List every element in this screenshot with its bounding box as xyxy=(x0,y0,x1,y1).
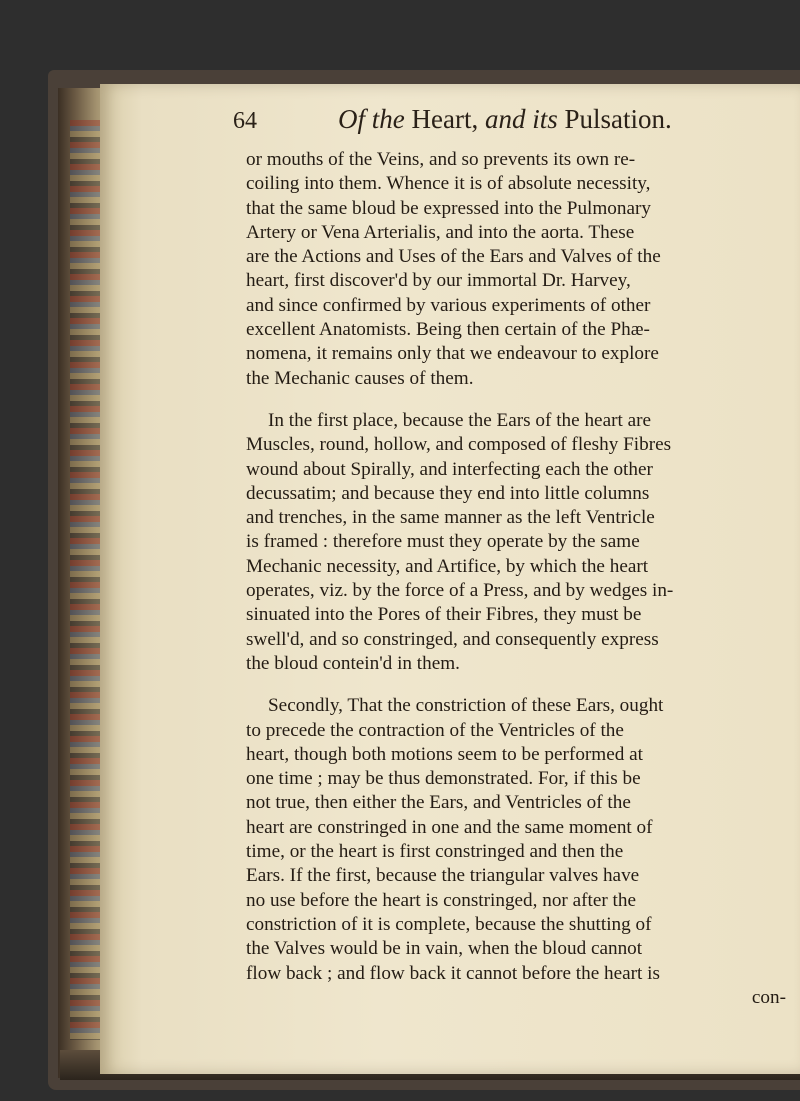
text-line: and since confirmed by various experiments of other xyxy=(246,294,651,316)
text-line: the bloud contein'd in them. xyxy=(246,652,460,674)
text-line: nomena, it remains only that we endeavour to explore xyxy=(246,343,659,365)
text-line: Secondly, That the constriction of these Ears, ought xyxy=(268,695,664,717)
text-line: operates, viz. by the force of a Press, and by wedges in- xyxy=(246,580,674,602)
running-head-part1: Of the xyxy=(338,104,405,134)
text-line: constriction of it is complete, because the shutting of xyxy=(246,913,652,935)
text-line: Muscles, round, hollow, and composed of fleshy Fibres xyxy=(246,434,672,456)
text-line: the Mechanic causes of them. xyxy=(246,367,474,389)
catchword: con- xyxy=(751,986,786,1008)
running-head-part3: and its xyxy=(484,104,558,134)
text-line: Ears. If the first, because the triangular valves have xyxy=(246,865,640,887)
text-line: and trenches, in the same manner as the left Ventricle xyxy=(246,507,655,529)
page-number: 64 xyxy=(233,108,257,134)
text-line: the Valves would be in vain, when the bloud cannot xyxy=(246,938,643,960)
text-line: flow back ; and flow back it cannot before the heart is xyxy=(246,962,660,984)
text-line: swell'd, and so constringed, and consequently express xyxy=(246,628,659,650)
text-line: not true, then either the Ears, and Ventricles of the xyxy=(246,792,631,814)
text-line: that the same bloud be expressed into the Pulmonary xyxy=(246,197,651,219)
paragraph-2 xyxy=(246,409,794,676)
text-line: coiling into them. Whence it is of absolute necessity, xyxy=(246,173,651,195)
text-line: excellent Anatomists. Being then certain of the Phæ- xyxy=(246,319,650,341)
text-line: or mouths of the Veins, and so prevents its own re- xyxy=(246,149,636,170)
paragraph-3 xyxy=(246,694,794,986)
text-line: heart, though both motions seem to be performed at xyxy=(246,743,643,765)
running-head-part4: Pulsation. xyxy=(557,104,672,134)
text-line: Mechanic necessity, and Artifice, by which the heart xyxy=(246,555,649,577)
marbled-endpaper xyxy=(70,120,102,1040)
text-line: time, or the heart is first constringed and then the xyxy=(246,841,624,863)
text-line: In the first place, because the Ears of the heart are xyxy=(268,409,652,431)
running-head xyxy=(338,104,672,135)
text-line: to precede the contraction of the Ventricles of the xyxy=(246,719,624,741)
body-text xyxy=(246,148,794,1010)
text-line: decussatim; and because they end into little columns xyxy=(246,482,650,504)
text-line: wound about Spirally, and interfecting each the other xyxy=(246,458,653,480)
running-head-part2: Heart, xyxy=(404,104,485,134)
text-line: one time ; may be thus demonstrated. For, if this be xyxy=(246,768,641,790)
text-line: is framed : therefore must they operate by the same xyxy=(246,531,640,553)
paragraph-1 xyxy=(246,148,794,391)
text-line: heart, first discover'd by our immortal Dr. Harvey, xyxy=(246,270,631,292)
text-line: no use before the heart is constringed, nor after the xyxy=(246,889,636,911)
text-line: sinuated into the Pores of their Fibres, they must be xyxy=(246,604,642,626)
text-line: are the Actions and Uses of the Ears and Valves of the xyxy=(246,246,661,268)
text-line: heart are constringed in one and the same moment of xyxy=(246,816,653,838)
text-line: Artery or Vena Arterialis, and into the aorta. These xyxy=(246,221,635,243)
